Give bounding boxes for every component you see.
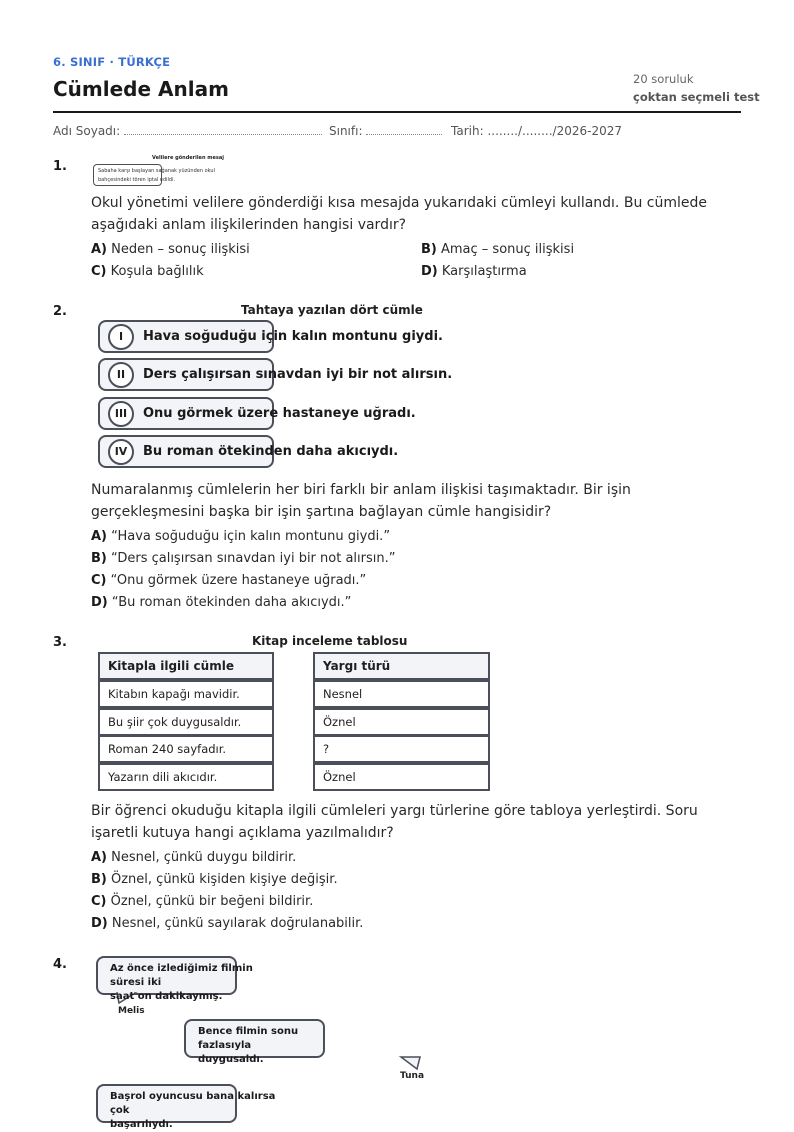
option-a[interactable] — [91, 849, 296, 867]
bubble-line: Başrol oyuncusu bana kalırsa çok — [110, 1091, 276, 1116]
bubble-line: başarılıydı. — [110, 1119, 173, 1130]
speaker-name: Tuna — [400, 1071, 425, 1081]
class-blank — [366, 125, 442, 135]
speaker-name: Melis — [118, 1006, 145, 1016]
grade-label: 6. SINIF · TÜRKÇE — [53, 55, 171, 69]
option-text: “Hava soğuduğu için kalın montunu giydi.” — [111, 529, 391, 544]
option-a[interactable] — [91, 241, 250, 259]
sentence-text: Hava soğuduğu için kalın montunu giydi. — [143, 329, 443, 344]
option-text: Öznel, çünkü bir beğeni bildirir. — [110, 894, 314, 909]
option-text: Neden – sonuç ilişkisi — [111, 242, 250, 257]
option-letter: A) — [91, 850, 108, 865]
bubble-line: saat on dakikaymış. — [110, 991, 223, 1002]
table-header-type: Yargı türü — [313, 652, 490, 680]
test-type: çoktan seçmeli test — [633, 90, 760, 104]
name-field — [53, 124, 322, 138]
option-a[interactable] — [91, 528, 390, 546]
bubble-tail — [400, 1056, 422, 1070]
question-number: 3. — [53, 635, 67, 650]
note-line: Sabaha karşı başlayan sağanak yüzünden okul — [98, 168, 215, 174]
sentences-title: Tahtaya yazılan dört cümle — [241, 303, 423, 317]
option-b[interactable] — [91, 550, 395, 568]
sentence-numeral: I — [108, 324, 134, 350]
option-c[interactable] — [91, 893, 313, 911]
table-cell-type: ? — [313, 735, 490, 763]
option-letter: C) — [91, 264, 107, 279]
table-cell-type: Öznel — [313, 708, 490, 736]
option-letter: D) — [421, 264, 438, 279]
class-field — [329, 124, 442, 138]
option-letter: D) — [91, 916, 108, 931]
option-letter: B) — [91, 872, 107, 887]
table-cell-type: Nesnel — [313, 680, 490, 708]
option-b[interactable] — [421, 241, 574, 259]
option-letter: C) — [91, 573, 107, 588]
name-label: Adı Soyadı: — [53, 124, 121, 138]
option-text: Amaç – sonuç ilişkisi — [441, 242, 575, 257]
date-label: Tarih: — [451, 124, 484, 138]
question-stem: Numaralanmış cümlelerin her biri farklı bir anlam ilişkisi taşımaktadır. Bir işin gerçekleşmesini başka bir işin şartına bağlayan cümle hangisidir? — [91, 482, 631, 520]
question-number: 4. — [53, 957, 67, 972]
question-stem: Okul yönetimi velilere gönderdiği kısa mesajda yukarıdaki cümleyi kullandı. Bu cümlede aşağıdaki anlam ilişkilerinden hangisi vardır? — [91, 195, 707, 233]
option-text: Koşula bağlılık — [110, 264, 204, 279]
note-title: Velilere gönderilen mesaj — [152, 155, 224, 161]
sentence-text: Ders çalışırsan sınavdan iyi bir not alırsın. — [143, 367, 453, 382]
question-number: 1. — [53, 159, 67, 174]
option-d[interactable] — [91, 594, 351, 612]
option-text: Karşılaştırma — [441, 264, 527, 279]
table-title: Kitap inceleme tablosu — [252, 634, 408, 648]
date-value: ......../......../2026-2027 — [487, 124, 622, 138]
table-cell-type: Öznel — [313, 763, 490, 791]
table-cell-sentence: Yazarın dili akıcıdır. — [98, 763, 274, 791]
bubble-text — [198, 1025, 348, 1067]
option-c[interactable] — [91, 572, 366, 590]
option-c[interactable] — [91, 263, 204, 281]
note-line: bahçesindeki tören iptal edildi. — [98, 177, 176, 183]
note-text — [98, 167, 216, 185]
option-letter: D) — [91, 595, 108, 610]
header-divider — [53, 111, 741, 113]
date-field — [451, 124, 622, 138]
option-d[interactable] — [421, 263, 527, 281]
bubble-line: duygusaldı. — [198, 1054, 264, 1065]
table-cell-sentence: Bu şiir çok duygusaldır. — [98, 708, 274, 736]
bubble-text — [110, 962, 290, 1004]
question-number: 2. — [53, 304, 67, 319]
bubble-line: Bence filmin sonu fazlasıyla — [198, 1026, 299, 1051]
question-stem: Bir öğrenci okuduğu kitapla ilgili cümleleri yargı türlerine göre tabloya yerleştirdi. Soru işaretli kutuya hangi açıklama yazılmalıdır? — [91, 803, 698, 841]
question-count: 20 soruluk — [633, 72, 694, 86]
sentence-numeral: II — [108, 362, 134, 388]
table-cell-sentence: Kitabın kapağı mavidir. — [98, 680, 274, 708]
option-letter: A) — [91, 529, 108, 544]
option-text: “Onu görmek üzere hastaneye uğradı.” — [110, 573, 367, 588]
class-label: Sınıfı: — [329, 124, 363, 138]
page-title: Cümlede Anlam — [53, 77, 229, 101]
sentence-text: Bu roman ötekinden daha akıcıydı. — [143, 444, 399, 459]
option-d[interactable] — [91, 915, 363, 933]
option-letter: B) — [421, 242, 437, 257]
bubble-line: Az önce izlediğimiz filmin süresi iki — [110, 963, 253, 988]
option-text: Öznel, çünkü kişiden kişiye değişir. — [111, 872, 338, 887]
sentence-numeral: IV — [108, 439, 134, 465]
option-text: Nesnel, çünkü duygu bildirir. — [111, 850, 297, 865]
option-text: “Bu roman ötekinden daha akıcıydı.” — [111, 595, 352, 610]
name-blank — [124, 125, 322, 135]
option-text: Nesnel, çünkü sayılarak doğrulanabilir. — [111, 916, 364, 931]
table-header-sentence: Kitapla ilgili cümle — [98, 652, 274, 680]
option-letter: A) — [91, 242, 108, 257]
table-cell-sentence: Roman 240 sayfadır. — [98, 735, 274, 763]
bubble-text — [110, 1090, 290, 1132]
option-letter: C) — [91, 894, 107, 909]
sentence-numeral: III — [108, 401, 134, 427]
option-letter: B) — [91, 551, 107, 566]
option-text: “Ders çalışırsan sınavdan iyi bir not alırsın.” — [111, 551, 396, 566]
option-b[interactable] — [91, 871, 338, 889]
sentence-text: Onu görmek üzere hastaneye uğradı. — [143, 406, 416, 421]
